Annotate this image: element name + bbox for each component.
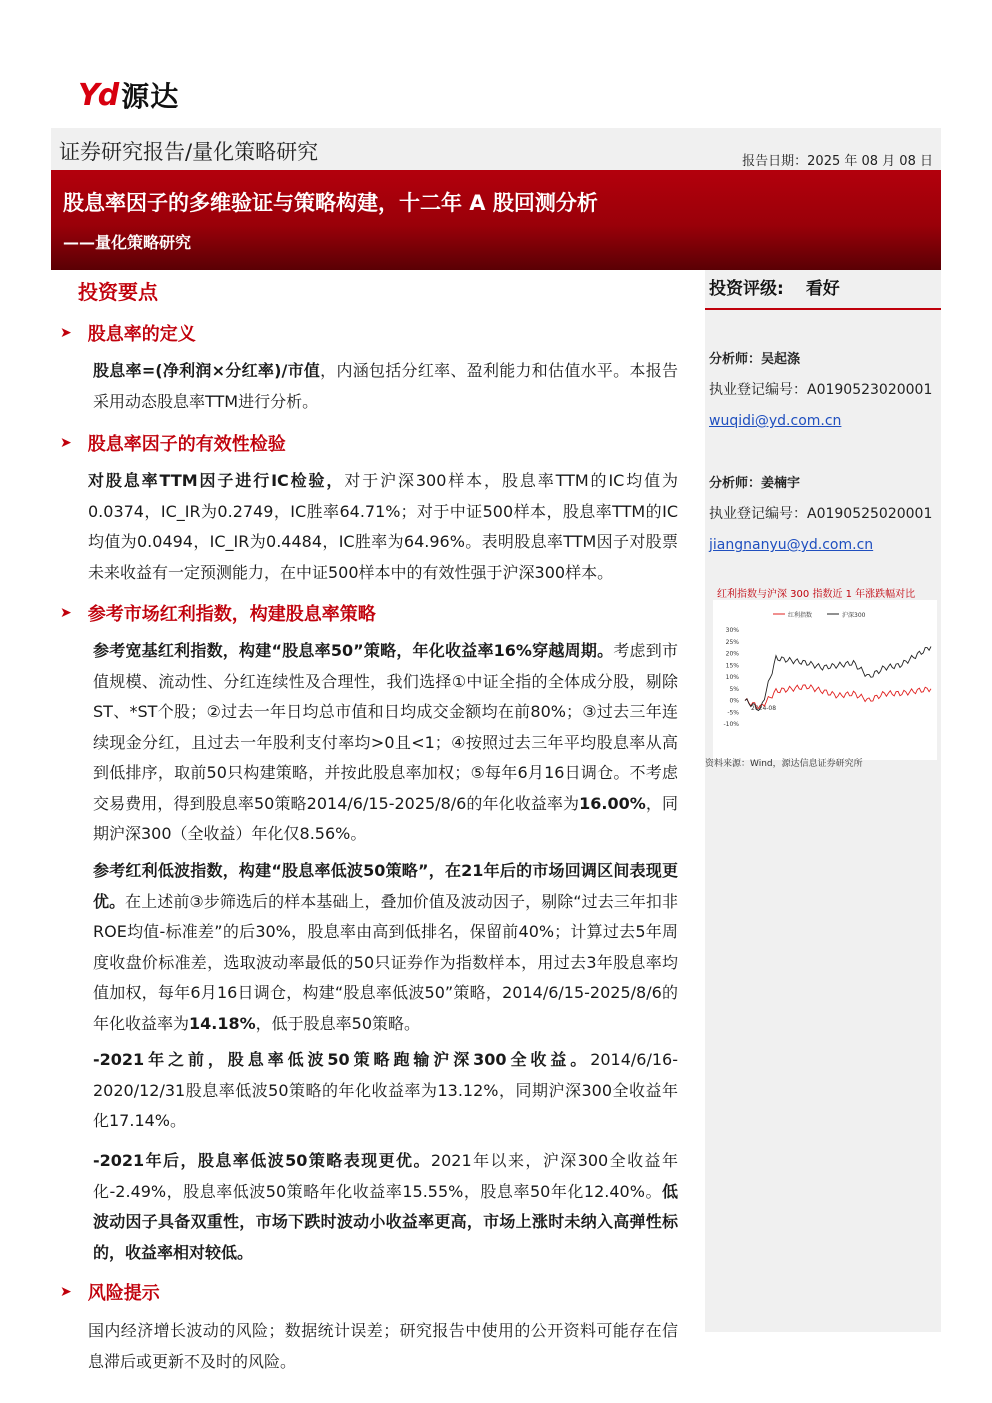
report-title: 股息率因子的多维验证与策略构建，十二年 A 股回测分析 [63,191,598,215]
paragraph-text: ，低于股息率50策略。 [255,1013,421,1033]
key-points-heading: 投资要点 [78,280,158,304]
arrow-bullet-icon: ➤ [60,435,72,451]
paragraph [93,636,678,850]
section-heading [60,430,286,456]
chart-source: 资料来源：Wind，源达信息证券研究所 [705,759,863,769]
paragraph-text: 在上述前③步筛选后的样本基础上，叠加价值及波动因子，剔除“过去三年扣非ROE均值-标准差”的后30%，股息率由高到低排名，保留前40%；计算过去5年周度收盘价标准差，选取波动率最低的50只证券作为指数样本，用过去3年股息率均值加权，每年6月16日调仓，构建“股息率低波50”策略，2014/6/15-2025/8/6的年化收益率为 [93,891,678,1033]
section-heading [60,320,196,346]
sidebar-divider [705,308,941,310]
analyst-email-link[interactable]: wuqidi@yd.com.cn [709,413,842,429]
chart-canvas [713,600,937,760]
paragraph [93,356,678,417]
section-title: 参考市场红利指数，构建股息率策略 [87,604,376,625]
arrow-bullet-icon: ➤ [60,325,72,341]
paragraph [93,856,678,1039]
comparison-chart [713,585,941,775]
legend-label: 沪深300 [842,612,866,619]
report-subtitle: ——量化策略研究 [63,233,192,252]
arrow-bullet-icon: ➤ [60,605,72,621]
analyst-card [709,344,932,437]
investment-rating [709,274,840,299]
y-tick-label: 0% [729,697,739,705]
analyst-email-link[interactable]: jiangnanyu@yd.com.cn [709,537,874,553]
analyst-name: 分析师：吴起涤 [709,352,801,367]
section-heading [60,1279,160,1305]
analyst-card [709,468,932,561]
y-tick-label: -10% [723,721,739,728]
y-tick-label: 15% [725,662,739,670]
section-heading [60,600,376,626]
arrow-bullet-icon: ➤ [60,1284,72,1300]
logo-text: 源达 [121,80,180,113]
chart-background [713,600,937,760]
bold-lead: -2021年之前，股息率低波50策略跑输沪深300全收益。 [93,1050,591,1069]
paragraph [88,466,678,588]
y-tick-label: -5% [727,709,739,717]
legend-label: 红利指数 [788,612,813,619]
paragraph [93,1045,678,1137]
report-series: 证券研究报告/量化策略研究 [59,140,319,164]
paragraph-text: 对于沪深300样本，股息率TTM的IC均值为0.0374，IC_IR为0.2749，IC胜率64.71%；对于中证500样本，股息率TTM的IC均值为0.0494，IC_IR为0.4484，IC胜率为64.96%。表明股息率TTM因子对股票未来收益有一定预测能力，在中证500样本中的有效性强于沪深300样本。 [88,471,678,582]
y-tick-label: 25% [725,638,739,646]
analyst-registration: 执业登记编号：A0190523020001 [709,382,933,398]
chart-title: 红利指数与沪深 300 指数近 1 年涨跌幅对比 [717,589,916,600]
rating-label: 投资评级: [709,279,784,299]
x-tick-label: 2024-08 [751,704,777,712]
y-tick-label: 30% [725,627,739,634]
highlight-number: 14.18% [189,1013,256,1033]
highlight-number: 16.00% [579,793,646,813]
title-banner [51,170,941,270]
bold-lead: 参考红利低波指数，构建“股息率低波50策略”，在21年后的市场回调区间表现更优。 [93,861,678,911]
paragraph-text: 2021年以来，沪深300全收益年化-2.49%，股息率低波50策略年化收益率15.55%，股息率50年化12.40%。 [93,1151,678,1201]
section-title: 股息率的定义 [87,324,196,345]
bold-lead: -2021年后，股息率低波50策略表现更优。 [93,1151,431,1170]
paragraph-text: 考虑到市值规模、流动性、分红连续性及合理性，我们选择①中证全指的全体成分股，剔除ST、*ST个股；②过去一年日均总市值和日均成交金额均在前80%；③过去三年连续现金分红，且过去一年股利支付率均>0且<1；④按照过去三年平均股息率从高到低排序，取前50只构建策略，并按此股息率加权；⑤每年6月16日调仓。不考虑交易费用，得到股息率50策略2014/6/15-2025/8/6的年化收益率为 [93,641,678,813]
section-title: 风险提示 [87,1283,160,1304]
analyst-registration: 执业登记编号：A0190525020001 [709,506,933,522]
paragraph-text: 2014/6/16-2020/12/31股息率低波50策略的年化收益率为13.12%，同期沪深300全收益年化17.14%。 [93,1050,678,1130]
bold-lead: 参考宽基红利指数，构建“股息率50”策略，年化收益率16%穿越周期。 [93,641,614,660]
report-date: 报告日期：2025 年 08 月 08 日 [742,154,933,169]
analyst-name: 分析师：姜楠宇 [709,476,801,491]
bold-lead: 对股息率TTM因子进行IC检验， [88,471,345,490]
section-title: 股息率因子的有效性检验 [87,434,286,455]
paragraph [93,1146,678,1268]
sidebar [705,270,941,1332]
bold-lead: 股息率=(净利润×分红率)/市值 [93,361,321,380]
paragraph-text: ，内涵包括分红率、盈利能力和估值水平。本报告采用动态股息率TTM进行分析。 [93,361,678,411]
report-header-bar [51,128,941,170]
logo-mark: Yd [78,77,118,113]
rating-value: 看好 [805,279,840,299]
bold-conclusion: 低波动因子具备双重性，市场下跌时波动小收益率更高，市场上涨时未纳入高弹性标的，收益率相对较低。 [93,1181,678,1262]
brand-logo [78,78,179,112]
paragraph-text: ，同期沪深300（全收益）年化仅8.56%。 [93,793,678,843]
y-tick-label: 20% [725,650,739,658]
y-tick-label: 5% [729,685,739,693]
paragraph-text: 国内经济增长波动的风险；数据统计误差；研究报告中使用的公开资料可能存在信息滞后或更新不及时的风险。 [88,1321,678,1371]
y-tick-label: 10% [725,674,739,681]
paragraph [88,1316,678,1377]
